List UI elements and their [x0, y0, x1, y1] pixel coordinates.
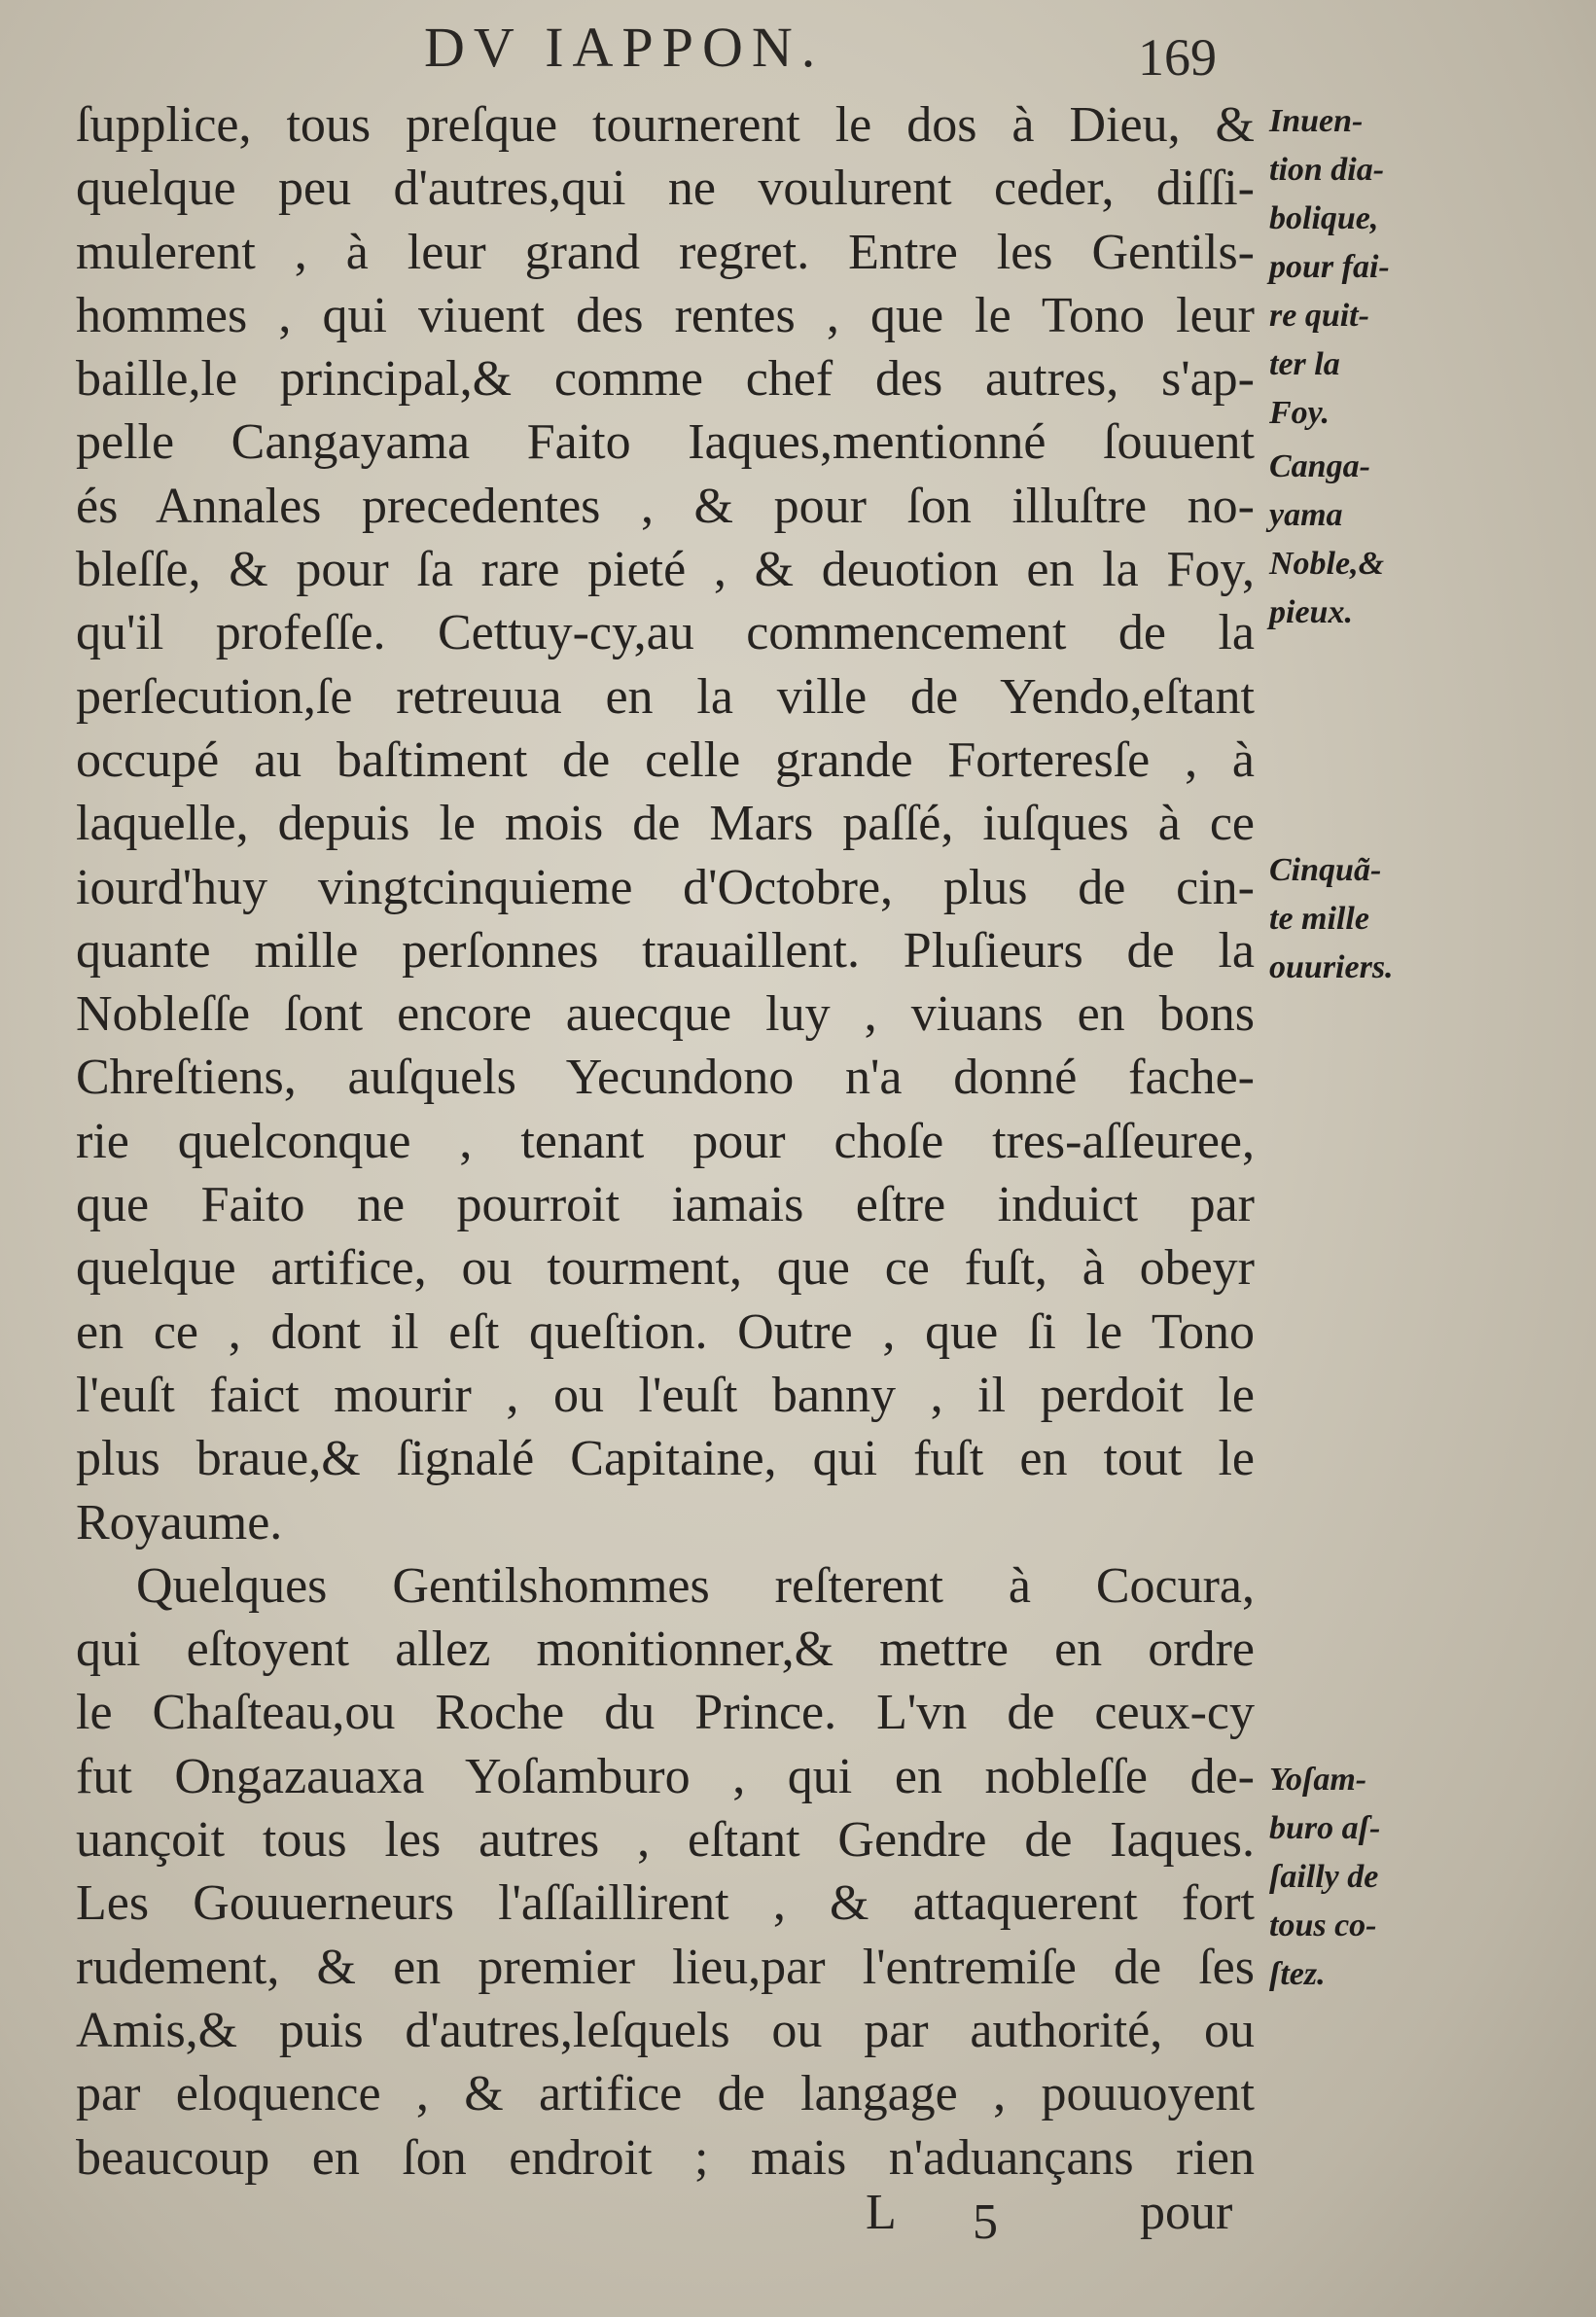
text-line: quelque artifice, ou tourment, que ce fuſt, à obeyr	[76, 1240, 1255, 1297]
margin-note-invention	[1269, 97, 1464, 438]
text-line: mulerent , à leur grand regret. Entre les Gentils-	[76, 224, 1255, 280]
margin-note-line: te mille	[1269, 901, 1369, 937]
margin-note-line: tous co-	[1269, 1907, 1377, 1943]
text-line: uançoit tous les autres , eſtant Gendre de Iaques.	[76, 1812, 1255, 1869]
text-line: plus braue,& ſignalé Capitaine, qui fuſt en tout le	[76, 1431, 1255, 1487]
text-line: quante mille perſonnes trauaillent. Pluſieurs de la	[76, 922, 1255, 979]
footer-line	[0, 2179, 1596, 2250]
margin-note-line: Canga-	[1269, 448, 1370, 484]
margin-note-line: Yoſam-	[1269, 1762, 1367, 1798]
text-line: le Chaſteau,ou Roche du Prince. L'vn de ceux-cy	[76, 1685, 1255, 1741]
margin-note-line: Noble,&	[1269, 546, 1385, 582]
text-line: Amis,& puis d'autres,leſquels ou par authorité, ou	[76, 2002, 1255, 2058]
margin-note-line: ter la	[1269, 346, 1340, 382]
body-text	[76, 93, 1255, 2190]
text-line: bleſſe, & pour ſa rare pieté , & deuotion en la Foy,	[76, 542, 1255, 598]
text-line: rie quelconque , tenant pour choſe tres-aſſeuree,	[76, 1113, 1255, 1169]
margin-note-line: buro aſ-	[1269, 1810, 1381, 1846]
text-line: l'euſt faict mourir , ou l'euſt banny , il perdoit le	[76, 1367, 1255, 1423]
margin-note-line: re quit-	[1269, 298, 1369, 334]
text-line: pelle Cangayama Faito Iaques,mentionné ſouuent	[76, 414, 1255, 471]
text-line: quelque peu d'autres,qui ne voulurent ceder, diſſi-	[76, 160, 1255, 217]
text-line: occupé au baſtiment de celle grande Forteresſe , à	[76, 731, 1255, 788]
text-line: qui eſtoyent allez monitionner,& mettre en ordre	[76, 1622, 1255, 1678]
text-line: beaucoup en ſon endroit ; mais n'aduançans rien	[76, 2129, 1255, 2186]
text-line: Chreſtiens, auſquels Yecundono n'a donné fache-	[76, 1050, 1255, 1106]
text-line: par eloquence , & artifice de langage , pouuoyent	[76, 2066, 1255, 2122]
margin-note-line: Foy.	[1269, 395, 1330, 431]
text-line: perſecution,ſe retreuua en la ville de Yendo,eſtant	[76, 668, 1255, 725]
margin-note-line: ſtez.	[1269, 1956, 1326, 1992]
text-line: iourd'huy vingtcinquieme d'Octobre, plus de cin-	[76, 859, 1255, 915]
text-line: en ce , dont il eſt queſtion. Outre , que ſi le Tono	[76, 1303, 1255, 1360]
margin-note-line: tion dia-	[1269, 152, 1385, 188]
running-head: DV IAPPON.	[424, 16, 825, 79]
margin-note-line: Cinquã-	[1269, 852, 1382, 888]
text-line: fut Ongazauaxa Yoſamburo , qui en nobleſſe de-	[76, 1748, 1255, 1804]
margin-note-line: pour fai-	[1269, 249, 1390, 285]
text-line: és Annales precedentes , & pour ſon illuſtre no-	[76, 478, 1255, 534]
margin-note-workers	[1269, 846, 1464, 992]
signature-mark: L	[866, 2185, 897, 2240]
text-line: qu'il profeſſe. Cettuy-cy,au commencement de la	[76, 605, 1255, 661]
text-line: que Faito ne pourroit iamais eſtre induict par	[76, 1177, 1255, 1233]
margin-note-line: bolique,	[1269, 200, 1379, 236]
margin-note-cangayama	[1269, 443, 1464, 637]
text-line: baille,le principal,& comme chef des autres, s'ap-	[76, 351, 1255, 408]
margin-note-yosamburo	[1269, 1756, 1464, 1999]
page-number: 169	[1138, 28, 1217, 87]
text-line: Les Gouuerneurs l'aſſaillirent , & attaquerent fort	[76, 1875, 1255, 1932]
text-line: hommes , qui viuent des rentes , que le Tono leur	[76, 287, 1255, 343]
signature-number: 5	[973, 2194, 998, 2250]
margin-note-line: pieux.	[1269, 594, 1353, 630]
text-line: laquelle, depuis le mois de Mars paſſé, iuſques à ce	[76, 796, 1255, 852]
catchword: pour	[1140, 2185, 1233, 2240]
text-line: Nobleſſe ſont encore auecque luy , viuans en bons	[76, 986, 1255, 1043]
text-line: ſupplice, tous preſque tournerent le dos à Dieu, &	[76, 97, 1255, 153]
margin-note-line: yama	[1269, 497, 1343, 533]
text-line: rudement, & en premier lieu,par l'entremiſe de ſes	[76, 1939, 1255, 1995]
margin-note-line: ſailly de	[1269, 1859, 1379, 1895]
margin-note-line: ouuriers.	[1269, 949, 1394, 985]
paragraph-end-line: Royaume.	[76, 1494, 283, 1551]
paragraph-start-line: Quelques Gentilshommes reſterent à Cocura,	[136, 1557, 1255, 1614]
margin-note-line: Inuen-	[1269, 103, 1364, 139]
